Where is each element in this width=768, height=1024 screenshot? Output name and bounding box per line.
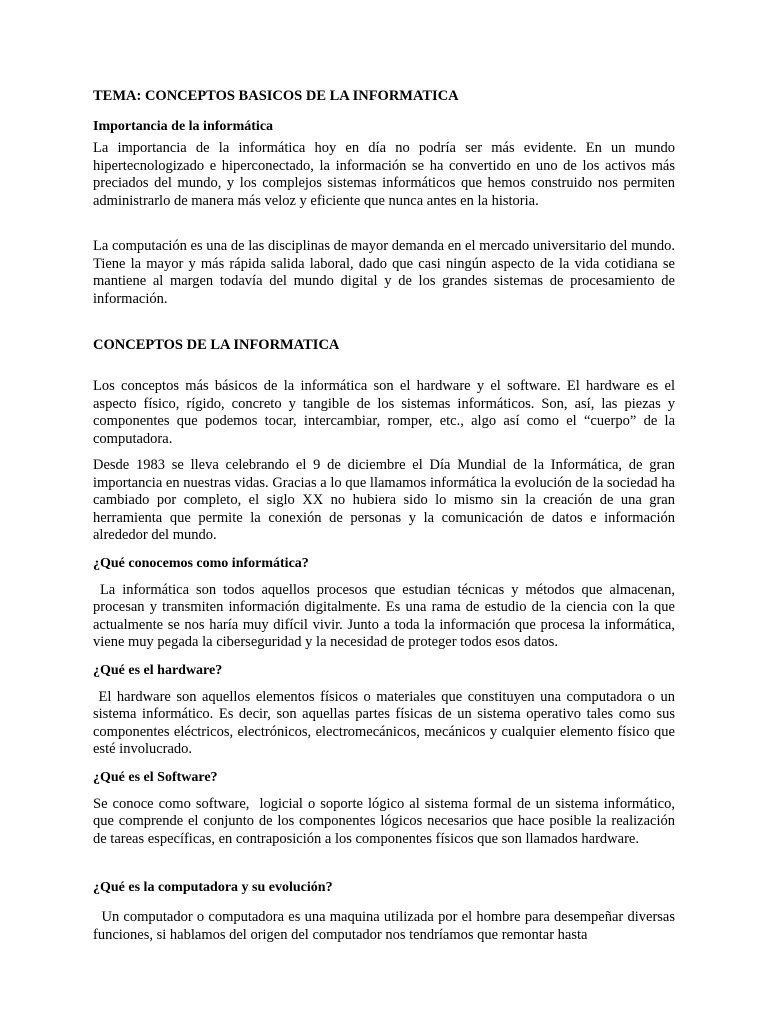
paragraph: La informática son todos aquellos procesos que estudian técnicas y métodos que almacenan, procesan y transmiten información digitalmente. Es una rama de estudio de la ciencia con la que actualmente se nos haría muy difícil vivir. Junto a toda la información que procesa la informática, viene muy pegada la ciberseguridad y la necesidad de proteger todos esos datos. xyxy=(93,581,679,650)
section-heading-que-conocemos: ¿Qué conocemos como informática? xyxy=(93,555,309,571)
paragraph: La importancia de la informática hoy en día no podría ser más evidente. En un mundo hipertecnologizado e hiperconectado, la información se ha convertido en uno de los activos más preciados del mundo, y los complejos sistemas informáticos que hemos construido nos permiten administrarlo de manera más veloz y eficiente que nunca antes en la historia. xyxy=(93,140,675,209)
paragraph: Desde 1983 se lleva celebrando el 9 de diciembre el Día Mundial de la Informática, de gran importancia en nuestras vidas. Gracias a lo que llamamos informática la evolución de la sociedad ha cambiado por completo, el siglo XX no hubiera sido lo mismo sin la creación de una gran herramienta que permite la conexión de personas y la comunicación de datos e información alrededor del mundo. xyxy=(93,457,675,543)
document-body xyxy=(93,86,679,944)
paragraph: La computación es una de las disciplinas de mayor demanda en el mercado universitario del mundo. Tiene la mayor y más rápida salida laboral, dado que casi ningún aspecto de la vida cotidiana se mantiene al margen todavía del mundo digital y de los grandes sistemas de procesamiento de información. xyxy=(93,238,675,307)
section-heading-conceptos: CONCEPTOS DE LA INFORMATICA xyxy=(93,337,340,353)
section-heading-software: ¿Qué es el Software? xyxy=(93,769,218,785)
paragraph: El hardware son aquellos elementos físicos o materiales que constituyen una computadora o un sistema informático. Es decir, son aquellas partes físicas de un sistema operativo tales como sus componentes eléctricos, electrónicos, electromecánicos, mecánicos y cualquier elemento físico que esté involucrado. xyxy=(93,688,679,757)
document-title: TEMA: CONCEPTOS BASICOS DE LA INFORMATICA xyxy=(93,88,459,104)
section-heading-hardware: ¿Qué es el hardware? xyxy=(93,662,223,678)
section-heading-computadora: ¿Qué es la computadora y su evolución? xyxy=(93,880,333,895)
section-heading-importancia: Importancia de la informática xyxy=(93,119,274,134)
paragraph: Los conceptos más básicos de la informática son el hardware y el software. El hardware es el aspecto físico, rígido, concreto y tangible de los sistemas informáticos. Son, así, las piezas y componentes que podemos tocar, intercambiar, romper, etc., algo así como el “cuerpo” de la computadora. xyxy=(93,378,675,447)
paragraph: Se conoce como software, logicial o soporte lógico al sistema formal de un sistema informático, que comprende el conjunto de los componentes lógicos necesarios que hace posible la realización de tareas específicas, en contraposición a los componentes físicos que son llamados hardware. xyxy=(93,795,679,847)
paragraph: Un computador o computadora es una maquina utilizada por el hombre para desempeñar diversas funciones, si hablamos del origen del computador nos tendríamos que remontar hasta xyxy=(93,909,679,943)
